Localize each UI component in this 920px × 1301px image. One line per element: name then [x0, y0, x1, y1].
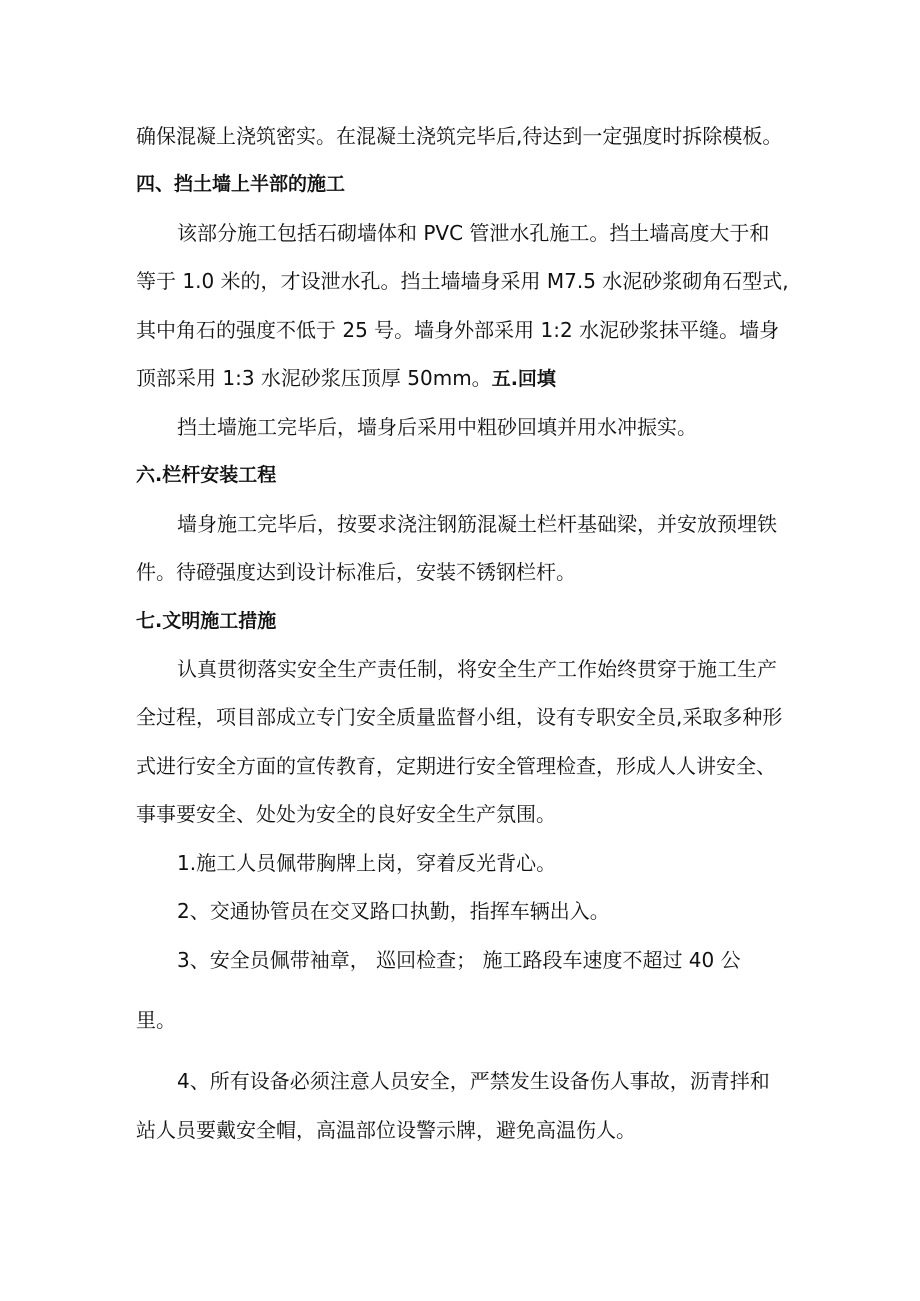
paragraph-line: 其中角石的强度不低于 25 号。墙身外部采用 1:2 水泥砂浆抹平缝。墙身	[136, 318, 780, 342]
list-item-continuation: 站人员要戴安全帽，高温部位设警示牌，避免高温伤人。	[136, 1118, 636, 1142]
list-item: 2、交通协管员在交叉路口执勤，指挥车辆出入。	[177, 899, 610, 923]
list-item: 3、安全员佩带袖章， 巡回检查； 施工路段车速度不超过 40 公	[177, 948, 741, 972]
section-heading-7: 七.文明施工措施	[136, 610, 277, 632]
paragraph-line: 认真贯彻落实安全生产责任制，将安全生产工作始终贯穿于施工生产	[177, 657, 777, 681]
paragraph-line: 墙身施工完毕后，按要求浇注钢筋混凝土栏杆基础梁，并安放预埋铁	[177, 512, 777, 536]
paragraph-line: 确保混凝上浇筑密实。在混凝土浇筑完毕后,待达到一定强度时拆除模板。	[136, 124, 783, 148]
section-heading-4: 四、挡土墙上半部的施工	[136, 173, 346, 195]
paragraph-line: 等于 1.0 米的，才设泄水孔。挡土墙墙身采用 M7.5 水泥砂浆砌角石型式,	[136, 269, 789, 293]
list-item-continuation: 里。	[136, 1008, 176, 1032]
paragraph-line: 件。待磴强度达到设计标准后，安装不锈钢栏杆。	[136, 560, 576, 584]
paragraph-line: 该部分施工包括石砌墙体和 PVC 管泄水孔施工。挡土墙高度大于和	[177, 221, 770, 245]
paragraph-line: 全过程，项目部成立专门安全质量监督小组，设有专职安全员,采取多种形	[136, 705, 783, 729]
paragraph-text: 顶部采用 1:3 水泥砂浆压顶厚 50mm。	[136, 366, 492, 390]
list-item: 4、所有设备必须注意人员安全，严禁发生设备伤人事故，沥青拌和	[177, 1069, 770, 1093]
paragraph-line	[136, 364, 556, 393]
paragraph-line: 事事要安全、处处为安全的良好安全生产氛围。	[136, 802, 556, 826]
list-item: 1.施工人员佩带胸牌上岗，穿着反光背心。	[177, 851, 557, 875]
paragraph-line: 式进行安全方面的宣传教育，定期进行安全管理检查，形成人人讲安全、	[136, 754, 776, 778]
section-heading-6: 六.栏杆安装工程	[136, 464, 277, 486]
section-heading-5: 五.回填	[491, 368, 556, 390]
paragraph-line: 挡土墙施工完毕后，墙身后采用中粗砂回填并用水冲振实。	[177, 415, 697, 439]
